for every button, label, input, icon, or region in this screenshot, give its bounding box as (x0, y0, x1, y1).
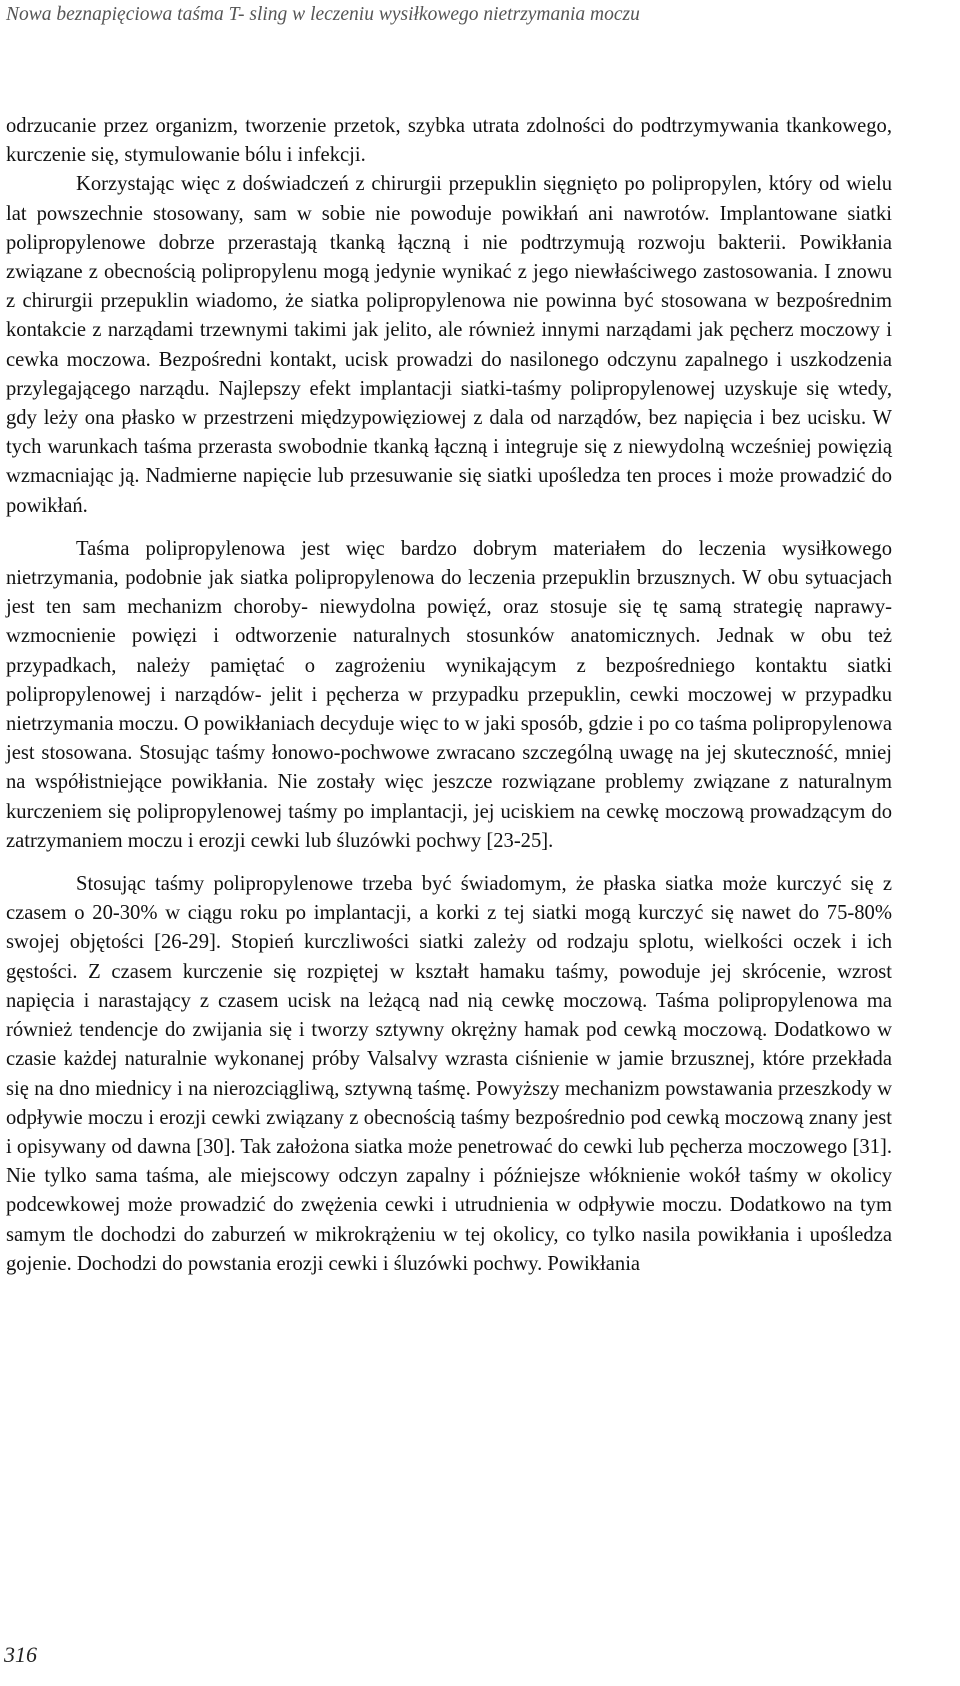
running-header: Nowa beznapięciowa taśma T- sling w leczeniu wysiłkowego nietrzymania moczu (6, 4, 640, 25)
paragraph-tape-material: Taśma polipropylenowa jest więc bardzo dobrym materiałem do leczenia wysiłkowego nietrzymania, podobnie jak siatka polipropylenowa do leczenia przepuklin brzusznych. W obu sytuacjach jest ten sam mechanizm choroby- niewydolna powięź, oraz stosuje się tę samą strategię naprawy- wzmocnienie powięzi i odtworzenie naturalnych stosunków anatomicznych. Jednak w obu też przypadkach, należy pamiętać o zagrożeniu wynikającym z bezpośredniego kontaktu siatki polipropylenowej i narządów- jelit i pęcherza w przypadku przepuklin, cewki moczowej w przypadku nietrzymania moczu. O powikłaniach decyduje więc to w jaki sposób, gdzie i po co taśma polipropylenowa jest stosowana. Stosując taśmy łonowo-pochwowe zwracano szczególną uwagę na jej skuteczność, mniej na współistniejące powikłania. Nie zostały więc jeszcze rozwiązane problemy związane z naturalnym kurczeniem się polipropylenowej taśmy po implantacji, jej uciskiem na cewkę moczową prowadzącym do zatrzymaniem moczu i erozji cewki lub śluzówki pochwy [23-25]. (6, 537, 892, 852)
article-body (6, 112, 892, 1279)
page-number: 316 (4, 1642, 37, 1667)
paragraph-tape-shrinkage: Stosując taśmy polipropylenowe trzeba być świadomym, że płaska siatka może kurczyć się z czasem o 20-30% w ciągu roku po implantacji, a korki z tej siatki mogą kurczyć się nawet do 75-80% swojej objętości [26-29]. Stopień kurczliwości siatki zależy od rodzaju splotu, wielkości oczek i ich gęstości. Z czasem kurczenie się rozpiętej w kształt hamaku taśmy, powoduje jej skrócenie, wzrost napięcia i narastający z czasem ucisk na leżącą nad nią cewkę moczową. Taśma polipropylenowa ma również tendencje do zwijania się i tworzy sztywny okrężny hamak pod cewką moczową. Dodatkowo w czasie każdej naturalnie wykonanej próby Valsalvy wzrasta ciśnienie w jamie brzusznej, które przekłada się na dno miednicy i na nierozciągliwą, sztywną taśmę. Powyższy mechanizm powstawania przeszkody w odpływie moczu i erozji cewki związany z obecnością taśmy bezpośrednio pod cewką moczową znany jest i opisywany od dawna [30]. Tak założona siatka może penetrować do cewki lub pęcherza moczowego [31]. Nie tylko sama taśma, ale miejscowy odczyn zapalny i późniejsze włóknienie wokół taśmy w okolicy podcewkowej może prowadzić do zwężenia cewki i utrudnienia w odpływie moczu. Dodatkowo na tym samym tle dochodzi do zaburzeń w mikrokrążeniu w tej okolicy, co tylko nasila powikłania i upośledza gojenie. Dochodzi do powstania erozji cewki i śluzówki pochwy. Powikłania (6, 873, 892, 1275)
paragraph-polypropylene-hernia: Korzystając więc z doświadczeń z chirurgii przepuklin sięgnięto po polipropylen, który od wielu lat powszechnie stosowany, sam w sobie nie powoduje powikłań ani nawrotów. Implantowane siatki polipropylenowe dobrze przerastają tkanką łączną i nie podtrzymują rozwoju bakterii. Powikłania związane z obecnością polipropylenu mogą jedynie wynikać z jego niewłaściwego zastosowania. I znowu z chirurgii przepuklin wiadomo, że siatka polipropylenowa nie powinna być stosowana w bezpośrednim kontakcie z narządami trzewnymi takimi jak jelito, ale również innymi narządami jak pęcherz moczowy i cewka moczowa. Bezpośredni kontakt, ucisk prowadzi do nasilonego odczynu zapalnego i uszkodzenia przylegającego narządu. Najlepszy efekt implantacji siatki-taśmy polipropylenowej uzyskuje się wtedy, gdy leży ona płasko w przestrzeni międzypowięziowej z dala od narządów, bez napięcia i bez ucisku. W tych warunkach taśma przerasta swobodnie tkanką łączną i integruje się z niewydolną wcześniej powięzią wzmacniając ją. Nadmierne napięcie lub przesuwanie się siatki upośledza ten proces i może prowadzić do powikłań. (6, 173, 892, 517)
paragraph-continuation: odrzucanie przez organizm, tworzenie przetok, szybka utrata zdolności do podtrzymywania tkankowego, kurczenie się, stymulowanie bólu i infekcji. (6, 115, 892, 167)
